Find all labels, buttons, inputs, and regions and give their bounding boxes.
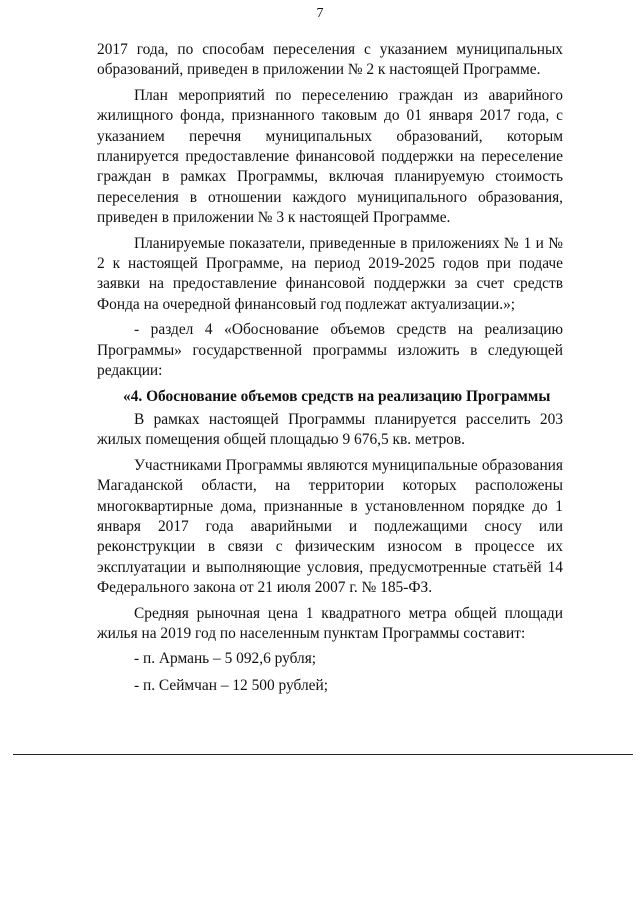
section-heading: «4. Обоснование объемов средств на реализацию Программы — [123, 387, 551, 405]
document-body — [97, 40, 563, 702]
paragraph-housing-count: В рамках настоящей Программы планируется расселить 203 жилых помещения общей площадью 9 676,5 кв. метров. — [97, 410, 563, 449]
paragraph-planned-indicators: Планируемые показатели, приведенные в приложениях № 1 и № 2 к настоящей Программе, на период 2019-2025 годов при подаче заявки на предоставление финансовой поддержки за счет средств Фонда на очередной финансовый год подлежат актуализации.»; — [97, 234, 563, 313]
list-item-seymchan: - п. Сеймчан – 12 500 рублей; — [134, 676, 328, 694]
horizontal-divider — [13, 754, 633, 755]
paragraph-market-price: Средняя рыночная цена 1 квадратного метра общей площади жилья на 2019 год по населенным пунктам Программы составит: — [97, 604, 563, 642]
paragraph-section-4-amendment: - раздел 4 «Обоснование объемов средств на реализацию Программы» государственной программы изложить в следующей редакции: — [97, 321, 563, 380]
page-number: 7 — [316, 6, 324, 21]
paragraph-relocation-methods: 2017 года, по способам переселения с указанием муниципальных образований, приведен в приложении № 2 к настоящей Программе. — [97, 41, 563, 79]
list-item-arman: - п. Армань – 5 092,6 рубля; — [134, 650, 317, 668]
paragraph-action-plan: План мероприятий по переселению граждан из аварийного жилищного фонда, признанного таковым до 01 января 2017 года, с указанием перечня муниципальных образований, которым планируется предоставление финансовой поддержки на переселение граждан в рамках Программы, включая планируемую стоимость переселения в отношении каждого муниципального образования, приведен в приложении № 3 к настоящей Программе. — [97, 86, 563, 227]
paragraph-program-participants: Участниками Программы являются муниципальные образования Магаданской области, на территории которых расположены многоквартирные дома, признанные в установленном порядке до 1 января 2017 года аварийными и подлежащими сносу или реконструкции в связи с физическим износом в процессе их эксплуатации и выполняющие условия, предусмотренные статьёй 14 Федерального закона от 21 июля 2007 г. № 185-ФЗ. — [97, 456, 563, 597]
